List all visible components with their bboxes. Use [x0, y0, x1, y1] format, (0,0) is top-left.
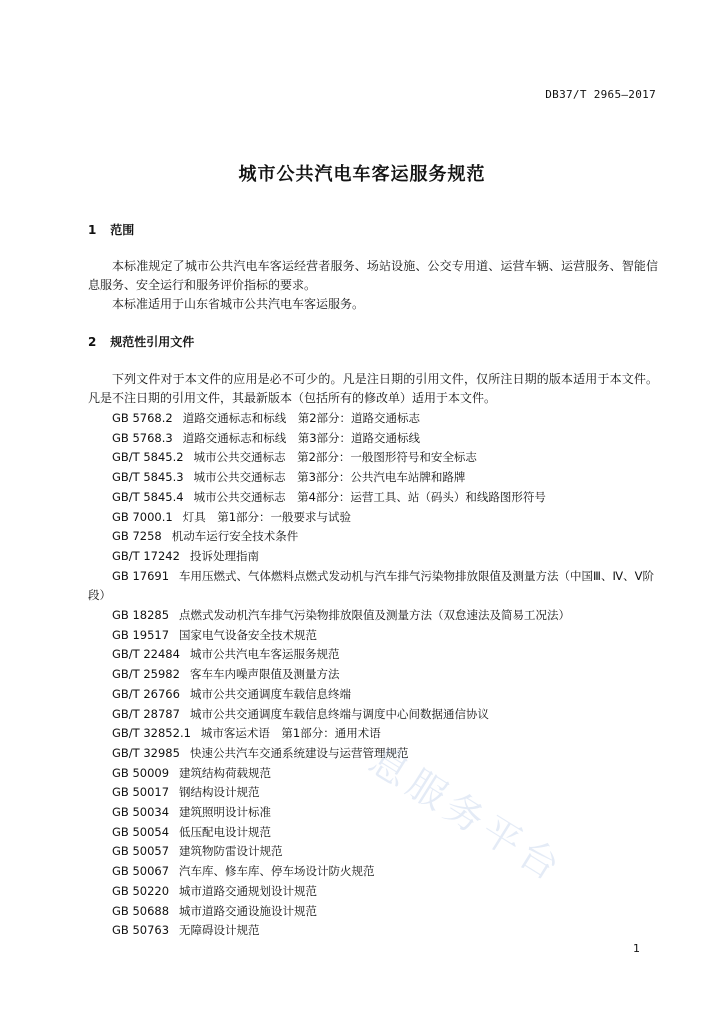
reference-code: GB/T 26766 [112, 686, 180, 701]
reference-item [88, 488, 668, 508]
reference-code: GB/T 5845.3 [112, 470, 184, 485]
reference-item [88, 527, 668, 547]
reference-code: GB 50057 [112, 844, 170, 859]
reference-title: 建筑物防雷设计规范 [179, 844, 283, 859]
reference-title: 灯具 第1部分：一般要求与试验 [182, 509, 352, 524]
section-number: 2 [88, 335, 97, 349]
reference-title: 投诉处理指南 [189, 548, 259, 563]
document-title: 城市公共汽电车客运服务规范 [238, 164, 486, 185]
scope-paragraph-1: 本标准规定了城市公共汽电车客运经营者服务、场站设施、公交专用道、运营车辆、运营服务、智能信息服务、安全运行和服务评价指标的要求。 [88, 259, 658, 292]
reference-code: GB/T 5845.2 [112, 450, 184, 465]
reference-title: 城市客运术语 第1部分：通用术语 [200, 726, 381, 741]
reference-title: 汽车库、修车库、停车场设计防火规范 [179, 864, 375, 879]
reference-title: 城市公共汽电车客运服务规范 [189, 647, 340, 662]
reference-title: 城市公共交通标志 第4部分：运营工具、站（码头）和线路图形符号 [193, 489, 546, 504]
reference-code: GB 17691 [112, 568, 170, 583]
reference-title: 城市道路交通规划设计规范 [179, 883, 318, 898]
reference-title: 道路交通标志和标线 第3部分：道路交通标线 [182, 430, 421, 445]
section-number: 1 [88, 223, 97, 237]
reference-title: 钢结构设计规范 [179, 785, 260, 800]
reference-code: GB 50220 [112, 883, 170, 898]
reference-item [88, 902, 668, 922]
reference-title: 城市公共交通调度车载信息终端 [189, 686, 351, 701]
reference-item [88, 921, 668, 941]
reference-code: GB 19517 [112, 627, 170, 642]
section-heading-scope [88, 221, 134, 238]
reference-code: GB 50034 [112, 805, 170, 820]
reference-title: 城市公共交通标志 第2部分：一般图形符号和安全标志 [193, 450, 477, 465]
reference-code: GB/T 32985 [112, 745, 180, 760]
reference-code: GB/T 32852.1 [112, 726, 191, 741]
reference-title: 道路交通标志和标线 第2部分：道路交通标志 [182, 411, 421, 425]
reference-item [88, 823, 668, 843]
standard-code: DB37/T 2965—2017 [545, 88, 656, 101]
reference-item [88, 882, 668, 902]
reference-code: GB 50054 [112, 824, 170, 839]
scope-paragraph-2: 本标准适用于山东省城市公共汽电车客运服务。 [112, 297, 365, 311]
reference-item [88, 685, 668, 705]
reference-item [88, 803, 668, 823]
reference-title: 城市道路交通设施设计规范 [179, 903, 318, 918]
reference-code: GB/T 22484 [112, 647, 180, 662]
reference-title: 建筑结构荷载规范 [179, 765, 272, 780]
reference-item [88, 705, 668, 725]
reference-code: GB 50009 [112, 765, 170, 780]
reference-item [88, 842, 668, 862]
reference-list [88, 409, 668, 941]
reference-item [88, 468, 668, 488]
reference-title: 客车车内噪声限值及测量方法 [189, 667, 340, 682]
reference-code: GB 50067 [112, 864, 170, 879]
reference-item [88, 862, 668, 882]
reference-code: GB/T 5845.4 [112, 489, 184, 504]
reference-title: 城市公共交通标志 第3部分：公共汽电车站牌和路牌 [193, 470, 466, 485]
reference-item [88, 665, 668, 685]
reference-code: GB 50688 [112, 903, 170, 918]
reference-item [88, 567, 668, 606]
watermark: 息服务平台 [361, 737, 572, 892]
reference-code: GB 5768.3 [112, 430, 173, 445]
reference-title: 快速公共汽车交通系统建设与运营管理规范 [189, 745, 409, 760]
reference-item [88, 429, 668, 449]
page-number: 1 [633, 942, 640, 955]
reference-code: GB/T 17242 [112, 548, 180, 563]
reference-item [88, 508, 668, 528]
reference-code: GB 7258 [112, 529, 162, 544]
reference-title: 低压配电设计规范 [179, 824, 272, 839]
reference-title: 建筑照明设计标准 [179, 805, 272, 820]
reference-title: 点燃式发动机汽车排气污染物排放限值及测量方法（双怠速法及简易工况法） [179, 608, 571, 623]
reference-item [88, 626, 668, 646]
reference-code: GB/T 25982 [112, 667, 180, 682]
reference-code: GB 18285 [112, 608, 170, 623]
section-title: 规范性引用文件 [110, 335, 195, 349]
reference-title: 城市公共交通调度车载信息终端与调度中心间数据通信协议 [189, 706, 489, 721]
reference-item [88, 645, 668, 665]
reference-code: GB 7000.1 [112, 509, 173, 524]
reference-item [88, 409, 668, 429]
reference-item [88, 724, 668, 744]
reference-item [88, 606, 668, 626]
reference-title: 车用压燃式、气体燃料点燃式发动机与汽车排气污染物排放限值及测量方法（中国Ⅲ、Ⅳ、Ⅴ阶段） [88, 568, 654, 603]
section-heading-normative-references [88, 333, 194, 350]
reference-title: 国家电气设备安全技术规范 [179, 627, 318, 642]
reference-code: GB 5768.2 [112, 411, 173, 425]
reference-code: GB 50763 [112, 923, 170, 938]
reference-title: 机动车运行安全技术条件 [171, 529, 299, 544]
reference-item [88, 448, 668, 468]
reference-code: GB/T 28787 [112, 706, 180, 721]
reference-title: 无障碍设计规范 [179, 923, 260, 938]
references-intro-paragraph: 下列文件对于本文件的应用是必不可少的。凡是注日期的引用文件，仅所注日期的版本适用于本文件。凡是不注日期的引用文件，其最新版本（包括所有的修改单）适用于本文件。 [88, 372, 658, 405]
section-title: 范围 [110, 223, 135, 237]
reference-code: GB 50017 [112, 785, 170, 800]
reference-item [88, 547, 668, 567]
